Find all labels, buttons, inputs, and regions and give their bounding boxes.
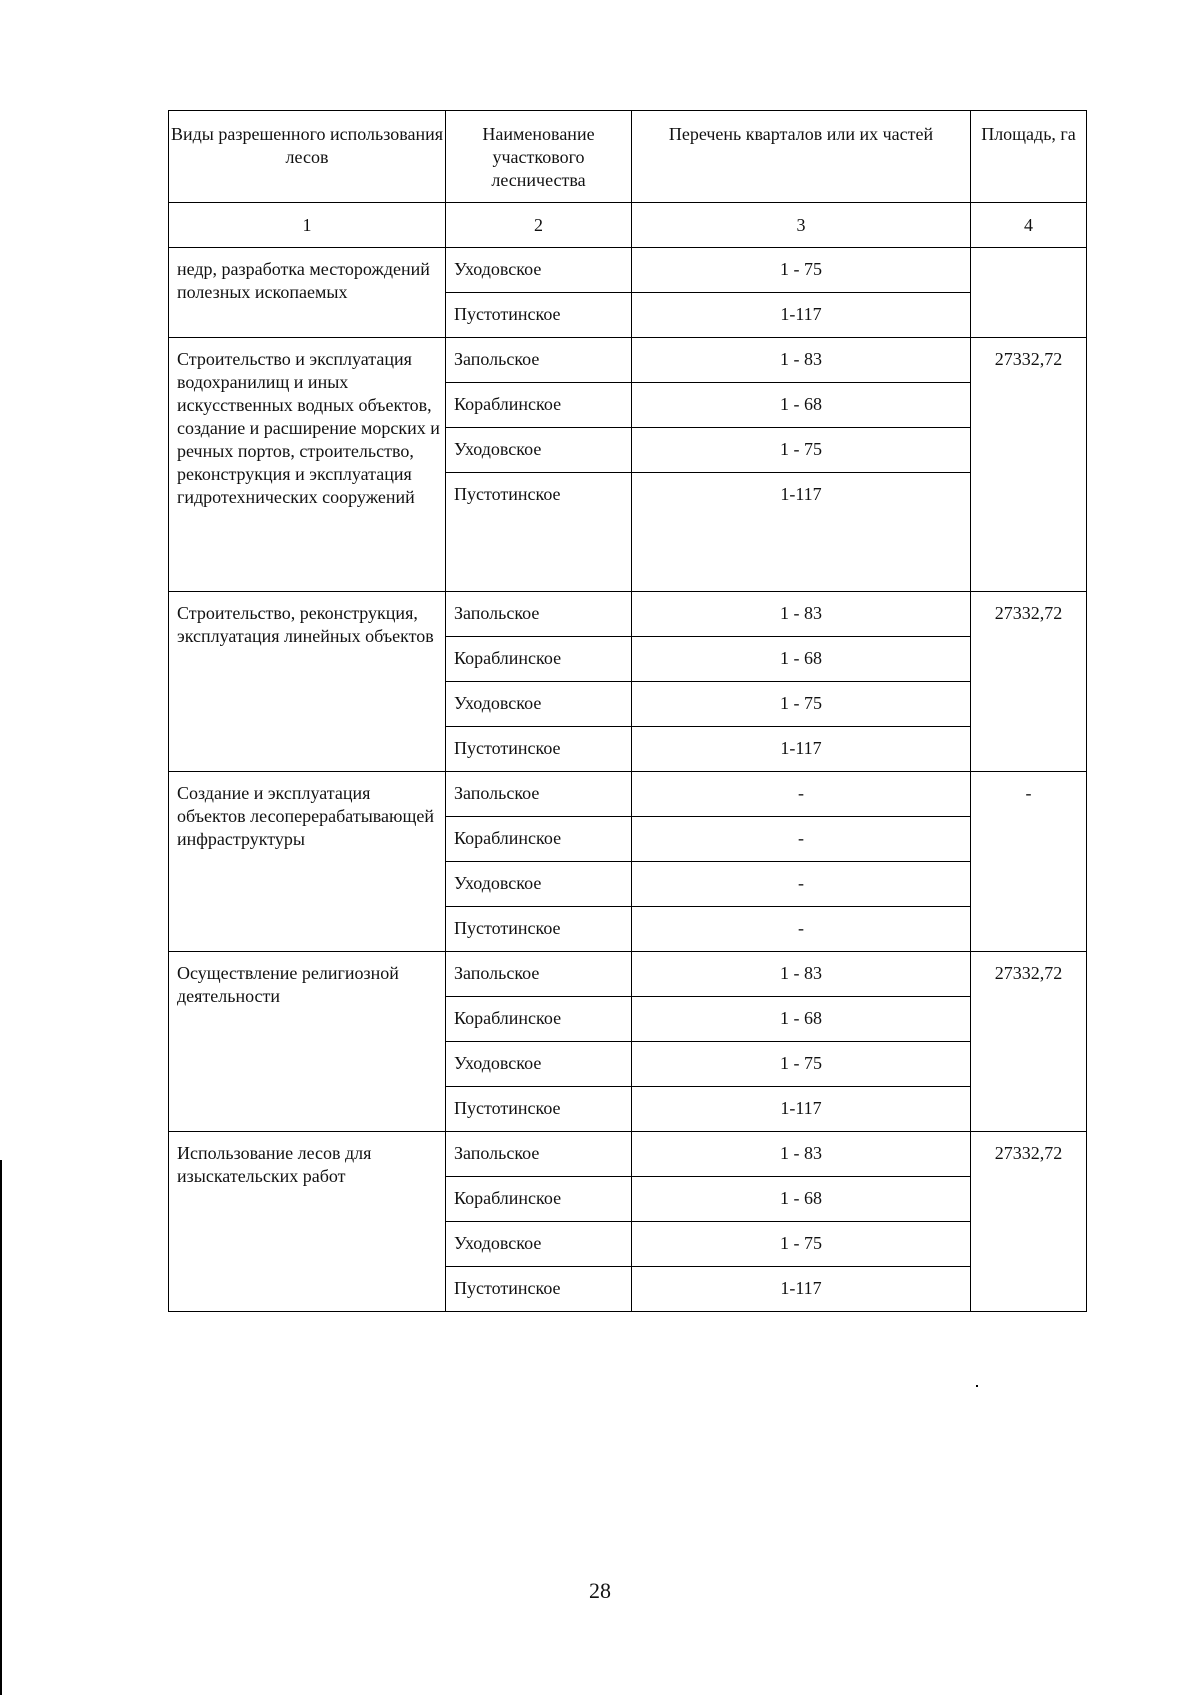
forestry-cell: Запольское (446, 1132, 632, 1177)
forestry-cell: Пустотинское (446, 1087, 632, 1132)
use-type-cell: Использование лесов для изыскательских работ (169, 1132, 446, 1312)
table-row (169, 248, 1087, 293)
header-quarters: Перечень кварталов или их частей (632, 111, 971, 203)
scan-dot (976, 1385, 978, 1387)
forestry-cell: Запольское (446, 592, 632, 637)
quarters-cell: - (632, 772, 971, 817)
quarters-cell: 1 - 83 (632, 1132, 971, 1177)
forestry-cell: Кораблинское (446, 1177, 632, 1222)
table-row (169, 592, 1087, 637)
use-type-cell: Осуществление религиозной деятельности (169, 952, 446, 1132)
header-use-type: Виды разрешенного использования лесов (169, 111, 446, 203)
forestry-cell: Уходовское (446, 428, 632, 473)
forestry-cell: Уходовское (446, 1042, 632, 1087)
table-body (169, 111, 1087, 1312)
column-number: 2 (446, 203, 632, 248)
header-forestry: Наименование участкового лесничества (446, 111, 632, 203)
column-number: 1 (169, 203, 446, 248)
table-row (169, 338, 1087, 383)
quarters-cell: - (632, 862, 971, 907)
use-type-cell: Строительство, реконструкция, эксплуатация линейных объектов (169, 592, 446, 772)
quarters-cell: 1-117 (632, 727, 971, 772)
area-cell (971, 248, 1087, 338)
forestry-cell: Кораблинское (446, 997, 632, 1042)
forestry-cell: Пустотинское (446, 293, 632, 338)
area-cell: 27332,72 (971, 338, 1087, 592)
quarters-cell: 1 - 75 (632, 682, 971, 727)
forestry-cell: Уходовское (446, 248, 632, 293)
use-type-cell: Строительство и эксплуатация водохранилищ и иных искусственных водных объектов, создание и расширение морских и речных портов, строительство, реконструкция и эксплуатация гидротехнических сооружений (169, 338, 446, 592)
quarters-cell: 1 - 83 (632, 338, 971, 383)
area-cell: 27332,72 (971, 952, 1087, 1132)
quarters-cell: 1 - 68 (632, 997, 971, 1042)
area-cell: 27332,72 (971, 592, 1087, 772)
forestry-cell: Кораблинское (446, 817, 632, 862)
forestry-cell: Запольское (446, 338, 632, 383)
table-row (169, 1132, 1087, 1177)
quarters-cell: 1 - 68 (632, 383, 971, 428)
area-cell: - (971, 772, 1087, 952)
forest-use-table (168, 110, 1087, 1312)
scan-edge-mark (0, 1160, 2, 1695)
quarters-cell: 1 - 68 (632, 637, 971, 682)
quarters-cell: 1-117 (632, 293, 971, 338)
forestry-cell: Пустотинское (446, 1267, 632, 1312)
page-number: 28 (589, 1578, 611, 1603)
quarters-cell: 1 - 75 (632, 428, 971, 473)
use-type-cell: недр, разработка месторождений полезных ископаемых (169, 248, 446, 338)
quarters-cell: - (632, 817, 971, 862)
forestry-cell: Пустотинское (446, 907, 632, 952)
header-area: Площадь, га (971, 111, 1087, 203)
forestry-cell: Запольское (446, 952, 632, 997)
forestry-cell: Пустотинское (446, 473, 632, 592)
quarters-cell: 1-117 (632, 1087, 971, 1132)
quarters-cell: 1 - 83 (632, 592, 971, 637)
quarters-cell: 1 - 75 (632, 1222, 971, 1267)
forestry-cell: Кораблинское (446, 383, 632, 428)
quarters-cell: - (632, 907, 971, 952)
forestry-cell: Уходовское (446, 862, 632, 907)
table-row (169, 952, 1087, 997)
quarters-cell: 1 - 75 (632, 248, 971, 293)
use-type-cell: Создание и эксплуатация объектов лесоперерабатывающей инфраструктуры (169, 772, 446, 952)
quarters-cell: 1-117 (632, 1267, 971, 1312)
header-row (169, 111, 1087, 203)
forestry-cell: Пустотинское (446, 727, 632, 772)
column-number: 4 (971, 203, 1087, 248)
column-number: 3 (632, 203, 971, 248)
quarters-cell: 1 - 83 (632, 952, 971, 997)
quarters-cell: 1 - 68 (632, 1177, 971, 1222)
forestry-cell: Кораблинское (446, 637, 632, 682)
area-cell: 27332,72 (971, 1132, 1087, 1312)
forestry-cell: Уходовское (446, 682, 632, 727)
quarters-cell: 1-117 (632, 473, 971, 592)
forestry-cell: Запольское (446, 772, 632, 817)
quarters-cell: 1 - 75 (632, 1042, 971, 1087)
forestry-cell: Уходовское (446, 1222, 632, 1267)
table-row (169, 772, 1087, 817)
column-number-row (169, 203, 1087, 248)
